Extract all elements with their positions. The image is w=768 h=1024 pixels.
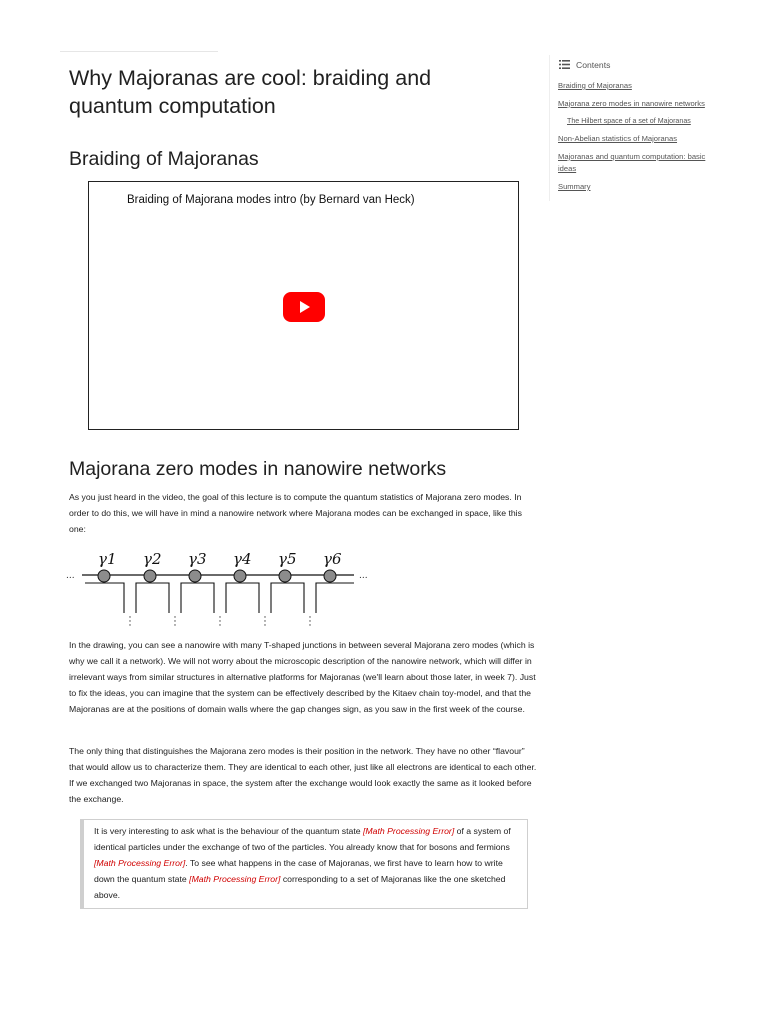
math-error-2: [Math Processing Error] [94,858,186,868]
toc-link-nanowire[interactable]: Majorana zero modes in nanowire networks [558,99,705,108]
top-divider [60,51,218,52]
gamma-label-1: γ1 [98,550,117,568]
junction-4 [226,583,259,613]
toc-header [559,59,710,71]
section-heading-braiding: Braiding of Majoranas [69,148,259,170]
nanowire-network-figure [66,545,386,634]
list-icon [559,60,570,71]
gamma-label-5: γ5 [278,550,297,568]
toc-link-hilbert-space[interactable]: The Hilbert space of a set of Majoranas [567,117,691,125]
callout-text-2: of a system of identical particles under the exchange of two of the particles. You already know that for bosons and fermions [94,826,511,852]
paragraph-drawing: In the drawing, you can see a nanowire with many T-shaped junctions in between several Majorana zero modes (which is why we call it a network). We will not worry about the microscopic description of the nanowire network, which will differ in irrelevant ways from similar structures in alternative platforms for Majoranas (we'll learn about those later, in week 7). Just to fix the ideas, you can imagine that the system can be effectively described by the Kitaev chain toy-model, and that the Majoranas are at the positions of domain walls where the gap changes sign, as you saw in the first week of the course. [69,640,536,714]
gamma-label-4: γ4 [233,550,252,568]
video-title[interactable]: Braiding of Majorana modes intro (by Bernard van Heck) [127,194,415,206]
majorana-mode-1 [98,570,110,582]
toc-heading: Contents [576,60,611,70]
paragraph-identical: The only thing that distinguishes the Majorana zero modes is their position in the network. They have no other “flavour” that would allow us to characterize them. They are identical to each other, just like all electrons are identical to each other. If we exchanged two Majoranas in space, the system after the exchange would look exactly the same as it looked before the exchange. [69,746,537,804]
toc-link-braiding[interactable]: Braiding of Majoranas [558,81,632,90]
vdots-5 [309,616,310,625]
vdots-2 [174,616,175,625]
youtube-play-icon[interactable] [283,292,325,322]
junction-6 [316,583,354,613]
ellipsis-right: ... [359,571,368,581]
majorana-mode-2 [144,570,156,582]
gamma-label-3: γ3 [188,550,207,568]
vdots-3 [219,616,220,625]
toc-link-non-abelian[interactable]: Non-Abelian statistics of Majoranas [558,134,678,143]
vdots-1 [129,616,130,625]
vdots-4 [264,616,265,625]
majorana-mode-5 [279,570,291,582]
toc-link-summary[interactable]: Summary [558,182,591,191]
callout-box [80,819,528,909]
majorana-mode-4 [234,570,246,582]
callout-text-4: corresponding to a set of Majoranas like the one sketched above. [94,874,506,900]
junction-5 [271,583,304,613]
toc-link-quantum-computation[interactable]: Majoranas and quantum computation: basic ideas [558,152,706,173]
majorana-mode-3 [189,570,201,582]
callout-text-3: . To see what happens in the case of Majoranas, we first have to learn how to write down the quantum state [94,858,503,884]
paragraph-intro: As you just heard in the video, the goal of this lecture is to compute the quantum statistics of Majorana zero modes. In order to do this, we will have in mind a nanowire network where Majorana modes can be exchanged in space, like this one: [69,492,522,534]
junction-1 [85,583,124,613]
junction-3 [181,583,214,613]
gamma-label-2: γ2 [143,550,162,568]
page-title: Why Majoranas are cool: braiding and quantum computation [69,66,432,118]
callout-text-1: It is very interesting to ask what is the behaviour of the quantum state [94,826,363,836]
majorana-mode-6 [324,570,336,582]
math-error-3: [Math Processing Error] [189,874,281,884]
junction-2 [136,583,169,613]
video-embed[interactable] [88,181,519,430]
math-error-1: [Math Processing Error] [362,826,455,836]
ellipsis-left: ... [66,571,75,581]
section-heading-nanowire: Majorana zero modes in nanowire networks [69,458,447,480]
gamma-labels [98,550,342,568]
gamma-label-6: γ6 [323,550,342,568]
table-of-contents [549,55,710,201]
